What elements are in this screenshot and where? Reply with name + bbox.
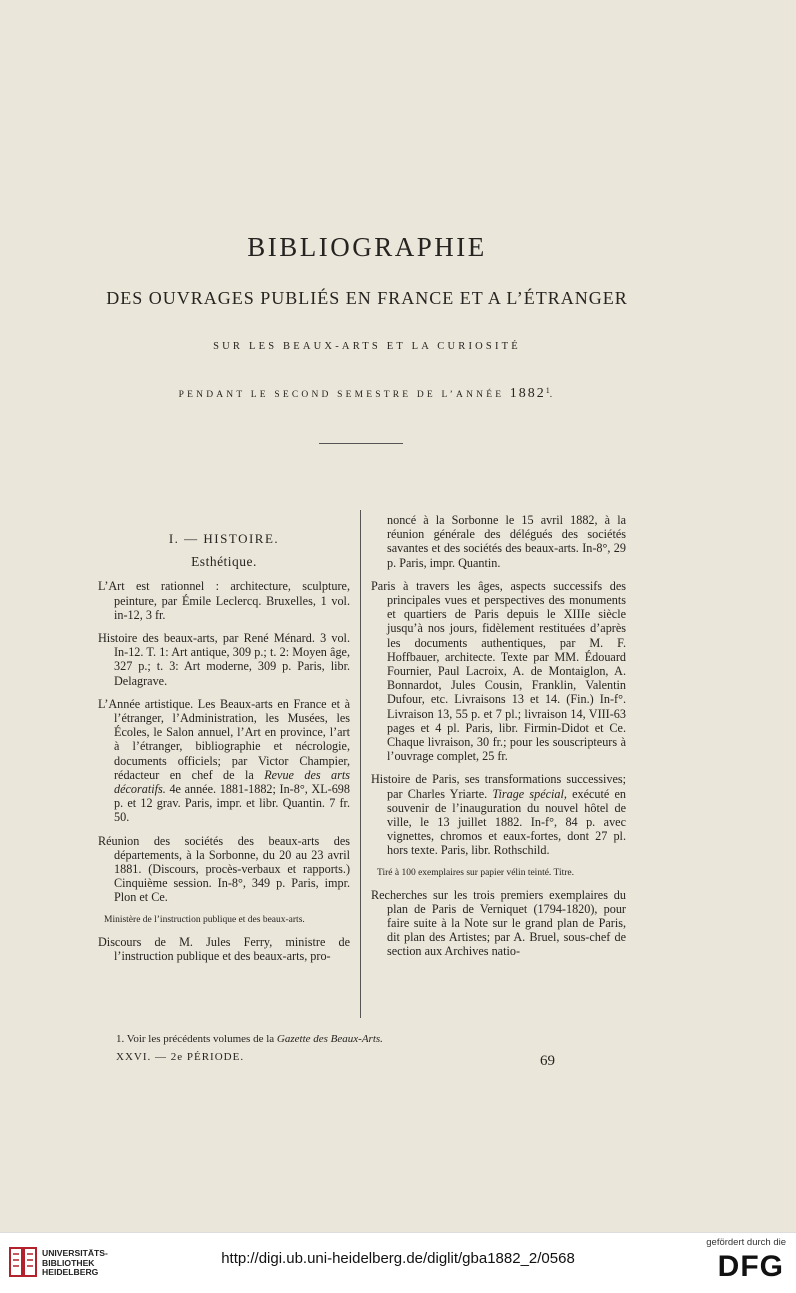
bibliography-entry: L’Art est rationnel : architecture, sculpture, peinture, par Émile Leclercq. Bruxelles, 1 vol. in-12, 3 fr. [98,579,350,622]
subsection-title: Esthétique. [191,554,257,570]
left-column [98,532,350,972]
footer-bar [0,1232,796,1293]
funder-label: gefördert durch die [706,1237,786,1248]
page-subtitle: DES OUVRAGES PUBLIÉS EN FRANCE ET A L’ÉTRANGER [106,288,628,308]
bibliography-entry: Histoire de Paris, ses transformations successives; par Charles Yriarte. Tirage spécial, exécuté en souvenir de l’inauguration du nouvel hôtel de ville, le 13 juillet 1882. In-f°, 84 p. avec vignettes, chromos et eaux-fortes, dont 27 pl. hors texte. Paris, libr. Rothschild. [371,772,626,858]
page-number: 69 [540,1053,555,1069]
permalink-url[interactable]: http://digi.ub.uni-heidelberg.de/diglit/gba1882_2/0568 [221,1250,575,1267]
footnote: 1. Voir les précédents volumes de la Gazette des Beaux-Arts. [116,1033,383,1045]
period-text: PENDANT LE SECOND SEMESTRE DE L’ANNÉE [178,390,505,401]
bibliography-entry: Réunion des sociétés des beaux-arts des départements, à la Sorbonne, du 20 au 23 avril 1881. (Discours, procès-verbaux et rapports.) Cinquième session. In-8°, 349 p. Paris, impr. Plon et Ce. [98,833,350,905]
page-title: BIBLIOGRAPHIE [247,232,487,262]
right-column [371,513,626,968]
bibliography-entry: Histoire des beaux-arts, par René Ménard. 3 vol. In-12. T. 1: Art antique, 309 p.; t. 2: Moyen âge, 327 p.; t. 3: Art moderne, 309 p. Paris, libr. Delagrave. [98,631,350,688]
bibliography-entry: Recherches sur les trois premiers exemplaires du plan de Paris de Verniquet (1794-1820), pour faire suite à la Note sur le grand plan de Paris, dit plan des Artistes; par A. Bruel, sous-chef de section aux Archives natio- [371,887,626,959]
bibliography-entry: Paris à travers les âges, aspects successifs des principales vues et perspectives des monuments et quartiers de Paris depuis le XIIIe siècle jusqu’à nos jours, fidèlement restituées d’après les documents authentiques, par M. F. Hoffbauer, architecte. Texte par MM. Édouard Fournier, Paul Lacroix, A. de Montaiglon, A. Bonnardot, Jules Cousin, Franklin, Valentin Dufour, etc. Livraisons 13 et 14. (Fin.) In-f°. Livraison 13, 55 p. et 7 pl.; livraison 14, VIII-63 pages et 4 pl. Paris, libr. Firmin-Didot et Ce. Chaque livraison, 30 fr.; pour les souscripteurs à l’ouvrage complet, 25 fr. [371,578,626,764]
entry-note: Ministère de l’instruction publique et des beaux-arts. [104,914,305,925]
page-subtitle-topic: SUR LES BEAUX-ARTS ET LA CURIOSITÉ [213,341,521,352]
page-subtitle-period: PENDANT LE SECOND SEMESTRE DE L’ANNÉE 1882$^1$. [178,386,556,402]
period-year: 1882 [509,386,546,402]
library-name[interactable]: UNIVERSITÄTS- BIBLIOTHEK HEIDELBERG [42,1248,108,1277]
entry-note: Tiré à 100 exemplaires sur papier vélin teinté. Titre. [377,867,574,878]
section-title: I. — HISTOIRE. [168,531,280,546]
entry-continuation: noncé à la Sorbonne le 15 avril 1882, à la réunion générale des délégués des sociétés savantes et des sociétés des beaux-arts. In-8°, 29 p. Paris, impr. Quantin. [387,513,626,570]
bibliography-entry: L’Année artistique. Les Beaux-arts en France et à l’étranger, l’Administration, les Musées, les Écoles, le Salon annuel, l’Art en province, l’art à l’étranger, bibliographie et nécrologie, documents officiels; par Victor Champier, rédacteur en chef de la Revue des arts décoratifs. 4e année. 1881-1882; In-8°, XL-698 p. et 12 grav. Paris, impr. et libr. Quantin. 7 fr. 50. [98,696,350,825]
column-divider [360,510,361,1018]
signature-mark: XXVI. — 2e PÉRIODE. [116,1051,245,1063]
bibliography-entry: Discours de M. Jules Ferry, ministre de l’instruction publique et des beaux-arts, pro- [98,934,350,963]
footnote-mark: 1 [545,386,550,395]
title-divider [319,443,403,444]
dfg-logo[interactable]: DFG [717,1250,784,1283]
